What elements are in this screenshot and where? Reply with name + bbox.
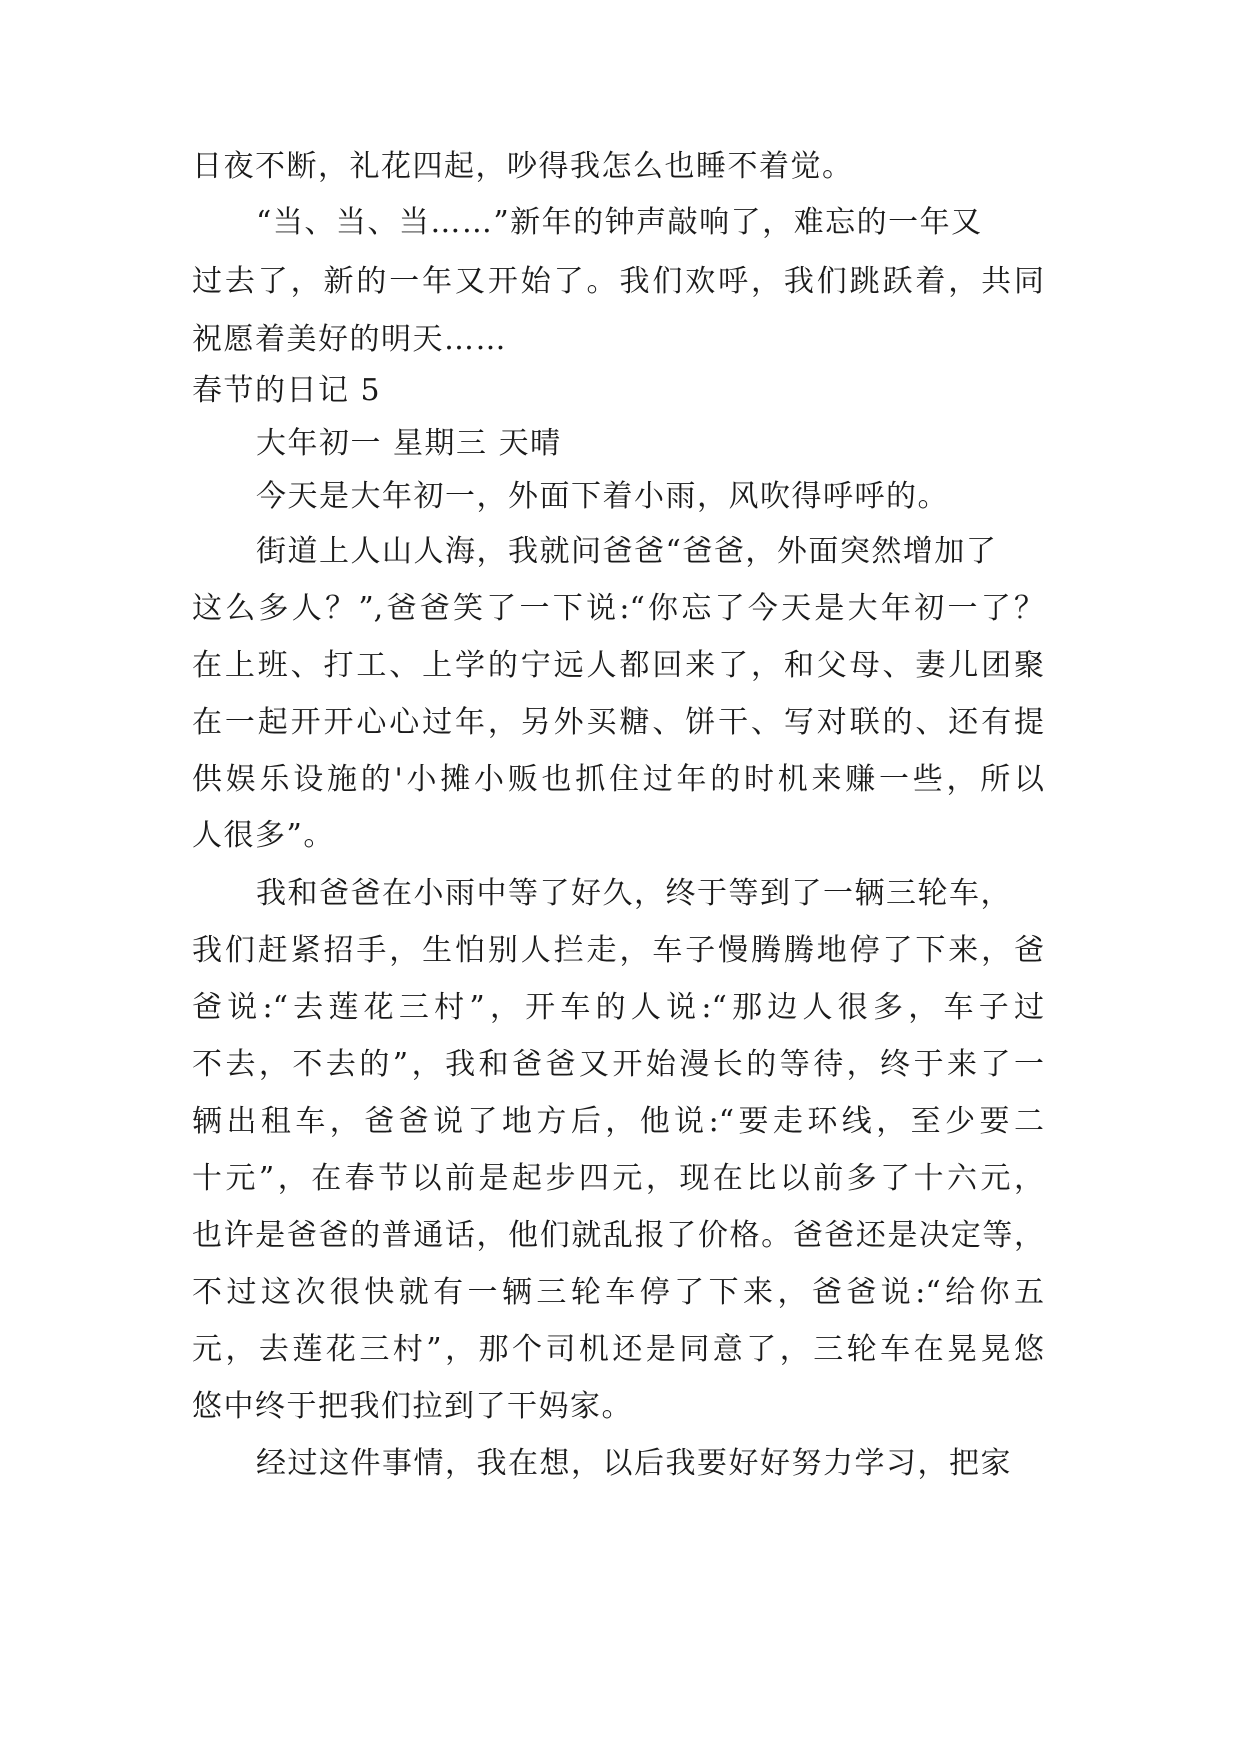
text-line: 爸说:“去莲花三村”，开车的人说:“那边人很多，车子过 bbox=[192, 990, 1044, 1025]
text-line: 也许是爸爸的普通话，他们就乱报了价格。爸爸还是决定等， bbox=[192, 1218, 1044, 1253]
text-line: 辆出租车，爸爸说了地方后，他说:“要走环线，至少要二 bbox=[192, 1104, 1044, 1139]
text-line: 街道上人山人海，我就问爸爸“爸爸，外面突然增加了 bbox=[256, 534, 998, 569]
text-line: 不去，不去的”，我和爸爸又开始漫长的等待，终于来了一 bbox=[192, 1047, 1044, 1082]
text-line: 经过这件事情，我在想，以后我要好好努力学习，把家 bbox=[256, 1446, 1012, 1481]
text-line: 十元”，在春节以前是起步四元，现在比以前多了十六元， bbox=[192, 1161, 1044, 1196]
text-line: “当、当、当……”新年的钟声敲响了，难忘的一年又 bbox=[256, 205, 983, 240]
text-line: 人很多”。 bbox=[192, 818, 335, 853]
text-line: 过去了，新的一年又开始了。我们欢呼，我们跳跃着，共同 bbox=[192, 264, 1044, 299]
diary-date-line: 大年初一 星期三 天晴 bbox=[256, 426, 562, 461]
text-line: 我和爸爸在小雨中等了好久，终于等到了一辆三轮车， bbox=[256, 876, 1012, 911]
text-line: 在一起开开心心过年，另外买糖、饼干、写对联的、还有提 bbox=[192, 705, 1044, 740]
section-heading: 春节的日记 5 bbox=[192, 373, 382, 408]
text-line: 供娱乐设施的'小摊小贩也抓住过年的时机来赚一些，所以 bbox=[192, 762, 1044, 797]
text-line: 这么多人？”,爸爸笑了一下说:“你忘了今天是大年初一了？ bbox=[192, 591, 1044, 626]
text-line: 元，去莲花三村”，那个司机还是同意了，三轮车在晃晃悠 bbox=[192, 1332, 1044, 1367]
text-line: 我们赶紧招手，生怕别人拦走，车子慢腾腾地停了下来，爸 bbox=[192, 933, 1044, 968]
text-line: 日夜不断，礼花四起，吵得我怎么也睡不着觉。 bbox=[192, 149, 854, 184]
text-line: 悠中终于把我们拉到了干妈家。 bbox=[192, 1389, 633, 1424]
text-line: 在上班、打工、上学的宁远人都回来了，和父母、妻儿团聚 bbox=[192, 648, 1044, 683]
text-line: 祝愿着美好的明天…… bbox=[192, 322, 507, 357]
text-line: 不过这次很快就有一辆三轮车停了下来，爸爸说:“给你五 bbox=[192, 1275, 1044, 1310]
text-line: 今天是大年初一，外面下着小雨，风吹得呼呼的。 bbox=[256, 479, 949, 514]
